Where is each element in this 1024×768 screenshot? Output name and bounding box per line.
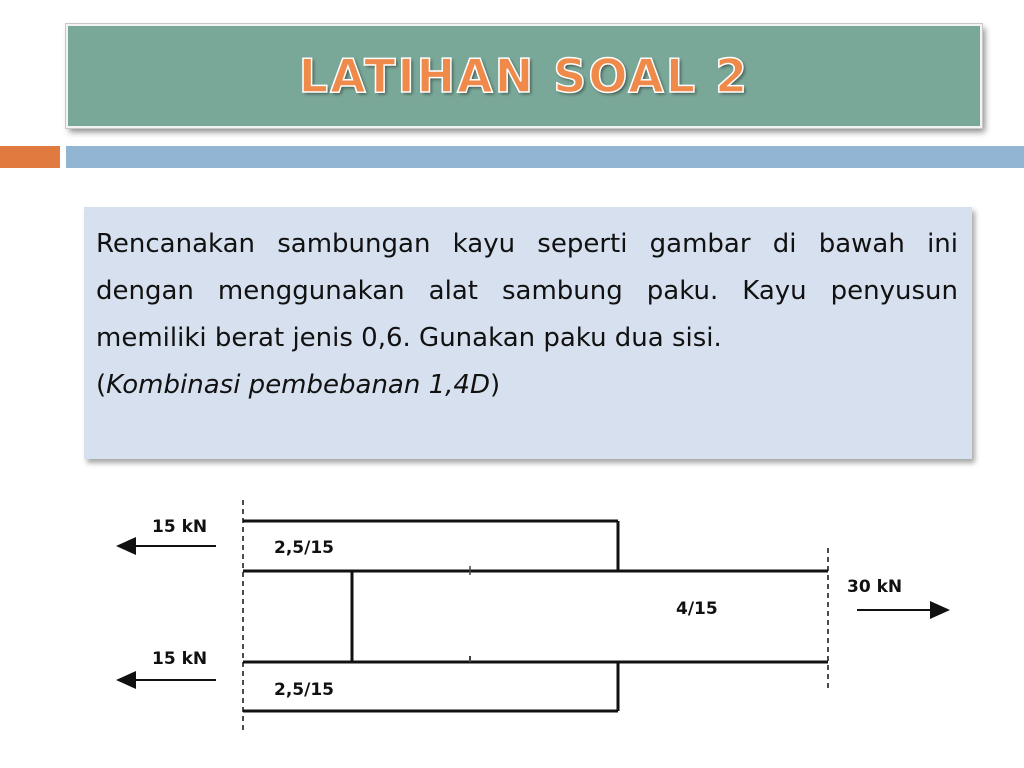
arrow-bottom-left	[116, 671, 216, 689]
slide-title: LATIHAN SOAL 2	[298, 49, 750, 103]
force-label-right: 30 kN	[847, 577, 903, 597]
problem-text: Rencanakan sambungan kayu seperti gambar di bawah ini dengan menggunakan alat sambung paku. Kayu penyusun memiliki berat jenis 0,6. Gunakan paku dua sisi.	[96, 229, 958, 353]
arrow-top-left	[116, 537, 216, 555]
middle-main-member	[243, 571, 828, 662]
arrow-right	[857, 601, 950, 619]
force-label-top-left: 15 kN	[152, 517, 208, 537]
force-label-bottom-left: 15 kN	[152, 649, 208, 669]
note-italic-text: Kombinasi pembebanan 1,4D	[106, 370, 490, 400]
note-open-paren: (	[96, 370, 107, 400]
member-label-middle: 4/15	[676, 599, 718, 619]
member-label-top: 2,5/15	[274, 538, 334, 558]
note-close-paren: )	[489, 370, 501, 400]
member-label-bottom: 2,5/15	[274, 680, 334, 700]
